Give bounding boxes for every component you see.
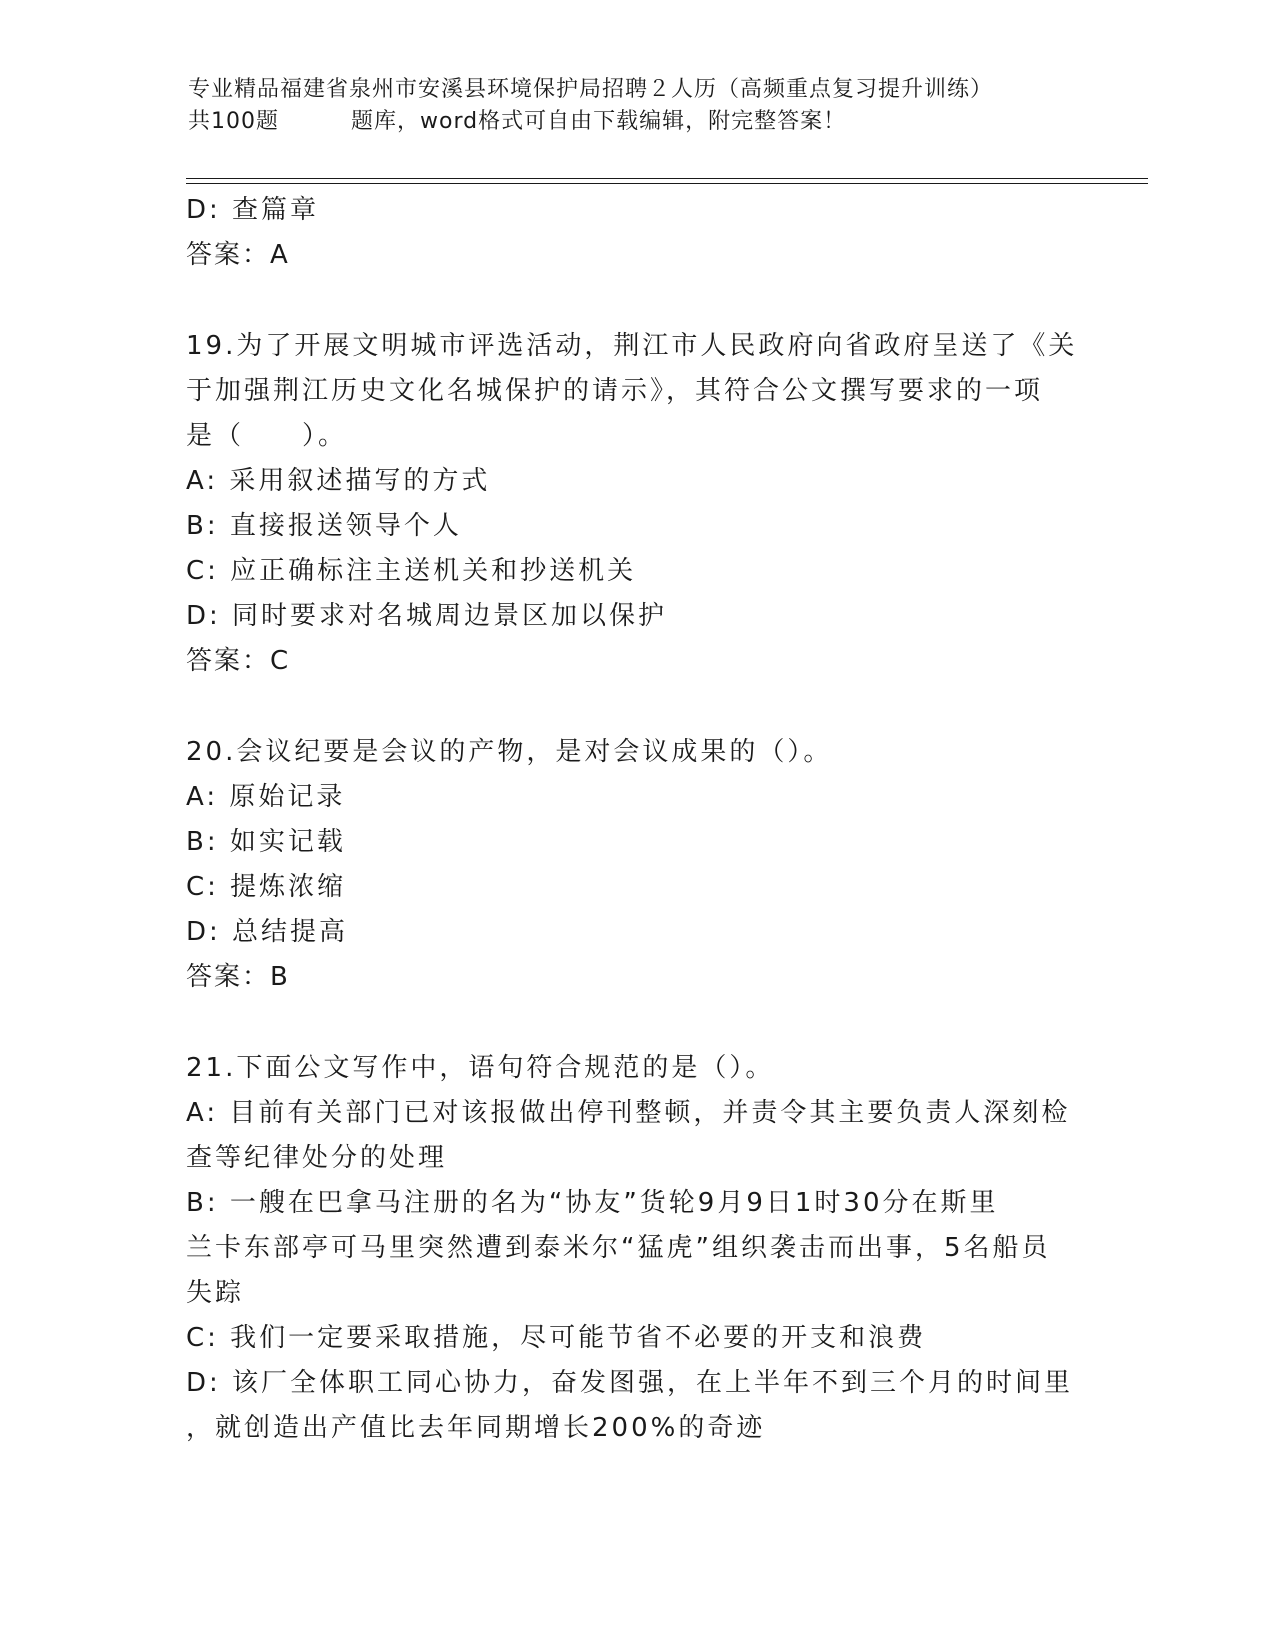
option-b: B: 直接报送领导个人	[186, 511, 462, 541]
option-b-cont: 失踪	[186, 1278, 245, 1308]
option-d: D: 该厂全体职工同心协力，奋发图强，在上半年不到三个月的时间里	[186, 1368, 1074, 1398]
question-text: 20.会议纪要是会议的产物，是对会议成果的（）。	[186, 737, 833, 767]
question-block-19	[186, 324, 1086, 684]
header-divider-bottom	[186, 183, 1148, 184]
option-c: C: 应正确标注主送机关和抄送机关	[186, 556, 637, 586]
question-block-20	[186, 730, 1086, 1000]
option-a: A: 目前有关部门已对该报做出停刊整顿，并责令其主要负责人深刻检	[186, 1098, 1071, 1128]
answer-line: 答案：B	[186, 962, 290, 992]
option-b: B: 一艘在巴拿马注册的名为“协友”货轮9月9日1时30分在斯里	[186, 1188, 999, 1218]
question-text: 于加强荆江历史文化名城保护的请示》，其符合公文撰写要求的一项	[186, 376, 1044, 406]
option-b-cont: 兰卡东部亭可马里突然遭到泰米尔“猛虎”组织袭击而出事，5名船员	[186, 1233, 1051, 1263]
answer-line: 答案：A	[186, 240, 290, 270]
option-c: C: 我们一定要采取措施，尽可能节省不必要的开支和浪费	[186, 1323, 927, 1353]
question-text: 19.为了开展文明城市评选活动，荆江市人民政府向省政府呈送了《关	[186, 331, 1078, 361]
question-text: 21.下面公文写作中，语句符合规范的是（）。	[186, 1053, 775, 1083]
option-c: C: 提炼浓缩	[186, 872, 347, 902]
header-subtitle	[188, 106, 1088, 138]
option-b: B: 如实记载	[186, 827, 346, 857]
option-d: D: 查篇章	[186, 195, 320, 225]
page-header	[188, 74, 1088, 138]
header-question-count: 共100题	[188, 109, 279, 134]
header-description: 题库，word格式可自由下载编辑，附完整答案！	[351, 109, 847, 134]
option-d: D: 同时要求对名城周边景区加以保护	[186, 601, 668, 631]
option-a: A: 采用叙述描写的方式	[186, 466, 491, 496]
answer-line: 答案：C	[186, 646, 291, 676]
option-d-cont: ，就创造出产值比去年同期增长200%的奇迹	[186, 1413, 766, 1443]
header-title: 专业精品福建省泉州市安溪县环境保护局招聘２人历（高频重点复习提升训练）	[188, 77, 994, 102]
header-divider-top	[186, 178, 1148, 179]
question-block-prev	[186, 188, 1086, 278]
question-block-21	[186, 1046, 1086, 1451]
option-a-cont: 查等纪律处分的处理	[186, 1143, 448, 1173]
option-d: D: 总结提高	[186, 917, 349, 947]
question-list	[186, 188, 1086, 1451]
option-a: A: 原始记录	[186, 782, 346, 812]
question-text: 是（ ）。	[186, 421, 348, 451]
